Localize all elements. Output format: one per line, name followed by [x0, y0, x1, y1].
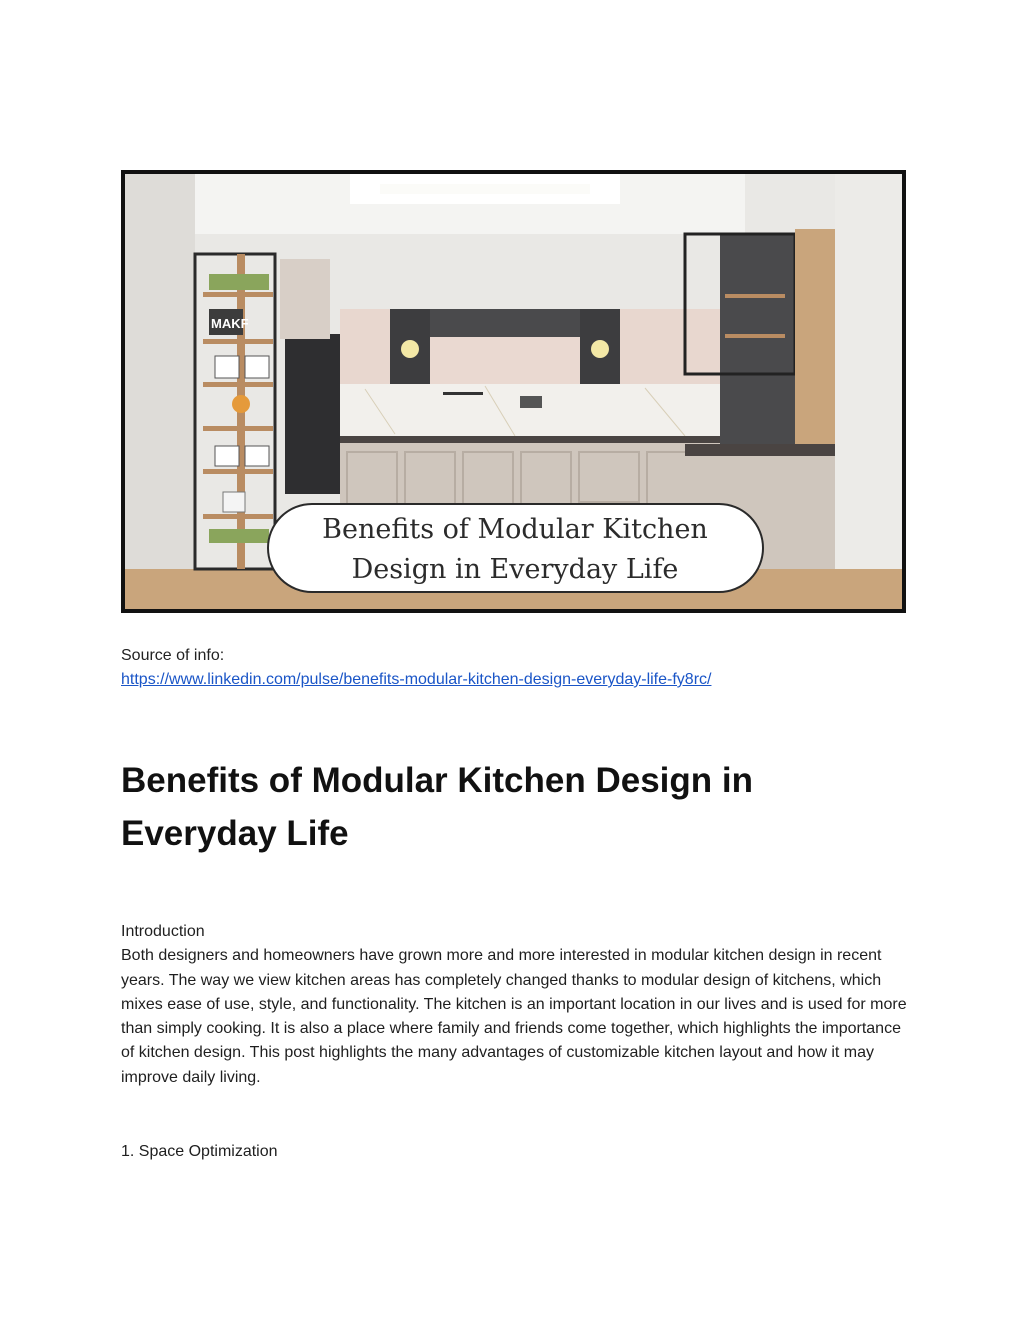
banner-line-2: Design in Everyday Life [351, 554, 679, 585]
source-label: Source of info: [121, 647, 225, 664]
kitchen-illustration [125, 174, 902, 609]
page-title: Benefits of Modular Kitchen Design in Everyday Life [121, 761, 753, 853]
source-link[interactable]: https://www.linkedin.com/pulse/benefits-modular-kitchen-design-everyday-life-fy8rc/ [121, 671, 712, 688]
hero-image [121, 170, 906, 613]
intro-heading: Introduction [121, 923, 205, 940]
intro-paragraph: Both designers and homeowners have grown more and more interested in modular kitchen design in recent years. The way we view kitchen areas has completely changed thanks to modular design of kitchens, which mixes ease of use, style, and functionality. The kitchen is an important location in our lives and is used for more than simply cooking. It is also a place where family and friends come together, which highlights the importance of kitchen design. This post highlights the many advantages of customizable kitchen layout and how it may improve daily living. [121, 947, 907, 1086]
intro-section [121, 920, 911, 1090]
shelf-sign: MAKF [211, 316, 249, 331]
source-block [121, 644, 711, 692]
banner-line-1: Benefits of Modular Kitchen [322, 514, 708, 545]
section-heading-space-optimization: 1. Space Optimization [121, 1143, 278, 1160]
